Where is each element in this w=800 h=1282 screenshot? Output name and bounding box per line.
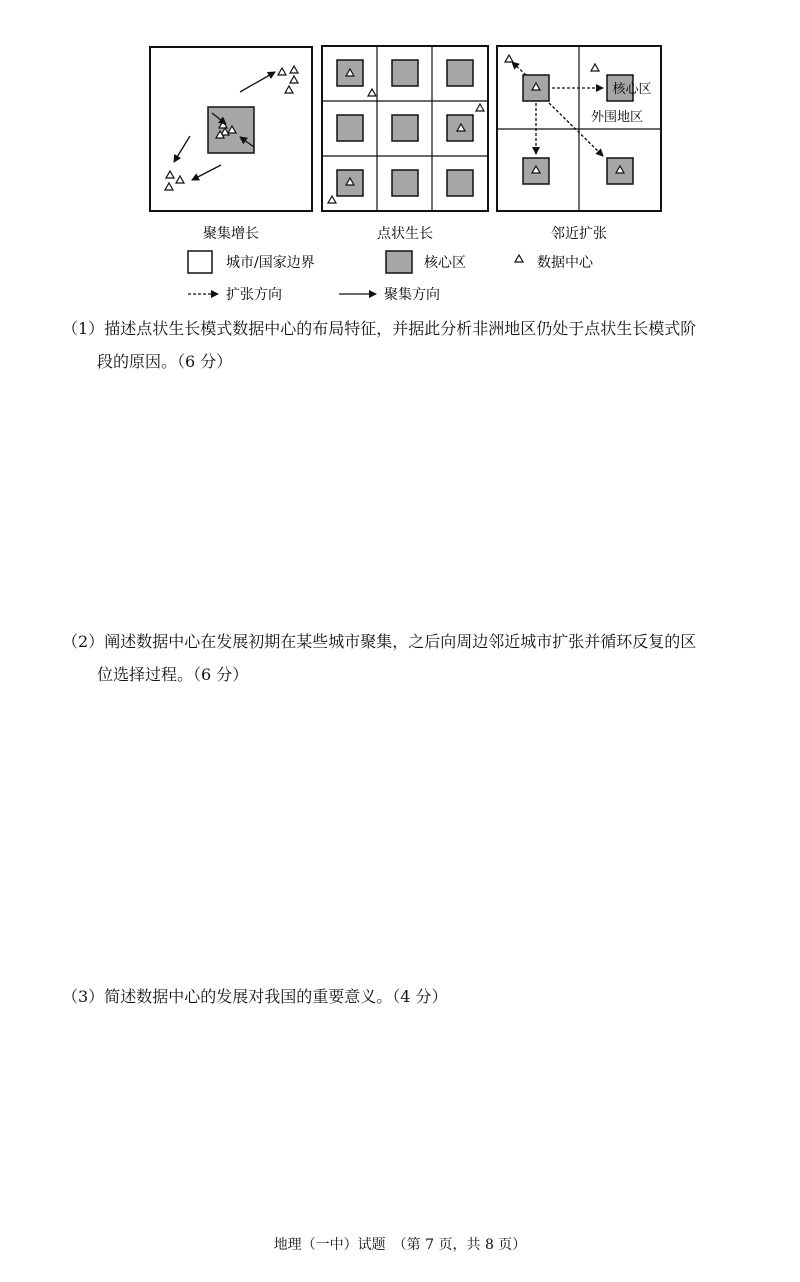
question-2-text-line1: 阐述数据中心在发展初期在某些城市聚集，之后向周边邻近城市扩张并循环反复的区 bbox=[104, 632, 697, 651]
legend-expand-label: 扩张方向 bbox=[226, 287, 282, 303]
question-2-number: （2） bbox=[62, 632, 105, 651]
legend-gather-label: 聚集方向 bbox=[384, 287, 440, 303]
panel-neighbor-expansion bbox=[497, 46, 661, 211]
legend-datacenter-icon bbox=[515, 255, 523, 262]
caption-point: 点状生长 bbox=[377, 226, 433, 242]
core-area-label: 核心区 bbox=[612, 82, 652, 97]
page-footer: 地理（一中）试题 （第 7 页，共 8 页） bbox=[273, 1237, 527, 1253]
question-2 bbox=[62, 625, 762, 691]
question-1 bbox=[62, 312, 762, 378]
data-center-growth-figure bbox=[0, 0, 800, 320]
caption-neighbor: 邻近扩张 bbox=[551, 226, 607, 242]
caption-cluster: 聚集增长 bbox=[203, 226, 259, 242]
periphery-label: 外围地区 bbox=[590, 110, 644, 125]
core-areas bbox=[337, 60, 473, 196]
panel-point-growth bbox=[322, 46, 488, 211]
question-3 bbox=[62, 980, 762, 1013]
legend-core-label: 核心区 bbox=[424, 255, 466, 271]
legend-core-swatch bbox=[386, 251, 412, 273]
question-1-text-line1: 描述点状生长模式数据中心的布局特征，并据此分析非洲地区仍处于点状生长模式阶 bbox=[104, 319, 697, 338]
legend-boundary-swatch bbox=[188, 251, 212, 273]
question-2-text-line2: 位选择过程。（6 分） bbox=[97, 665, 249, 684]
panel-cluster-growth bbox=[150, 47, 312, 211]
question-1-text-line2: 段的原因。（6 分） bbox=[97, 352, 233, 371]
legend-boundary-label: 城市/国家边界 bbox=[226, 255, 315, 271]
question-3-number: （3） bbox=[62, 987, 105, 1006]
question-1-number: （1） bbox=[62, 319, 105, 338]
legend-datacenter-label: 数据中心 bbox=[537, 255, 593, 271]
legend bbox=[188, 251, 594, 303]
question-3-text-line1: 简述数据中心的发展对我国的重要意义。（4 分） bbox=[104, 987, 448, 1006]
